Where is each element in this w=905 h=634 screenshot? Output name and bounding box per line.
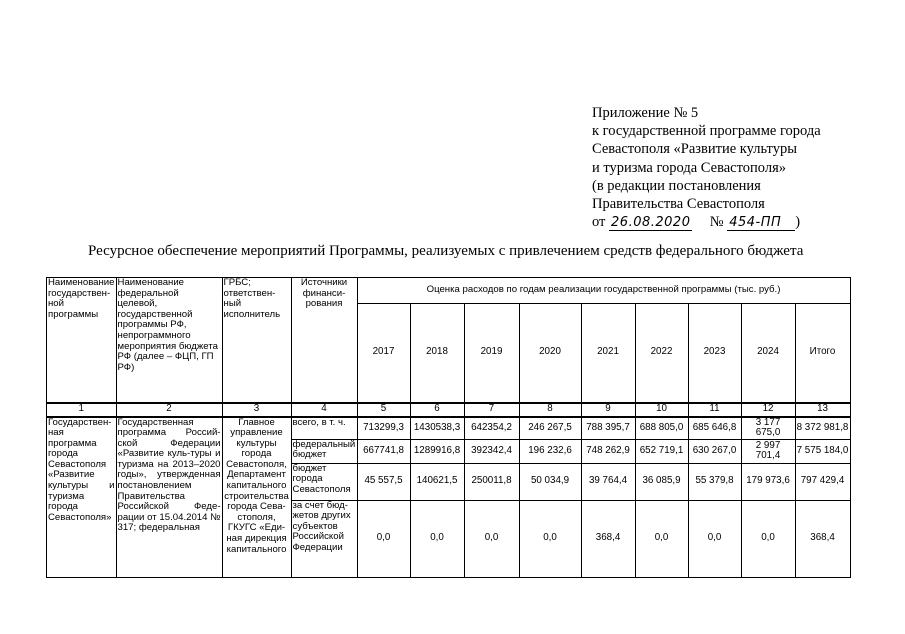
value-cell: 0,0 xyxy=(464,500,519,577)
appendix-line: (в редакции постановления xyxy=(592,177,761,194)
index-cell: 9 xyxy=(581,403,635,417)
year-header: 2018 xyxy=(410,304,464,403)
value-cell: 788 395,7 xyxy=(581,417,635,440)
value-cell: 688 805,0 xyxy=(635,417,688,440)
value-cell: 8 372 981,8 xyxy=(795,417,850,440)
value-cell: 39 764,4 xyxy=(581,463,635,500)
value-cell: 45 557,5 xyxy=(357,463,410,500)
value-cell: 652 719,1 xyxy=(635,439,688,463)
index-cell: 8 xyxy=(519,403,581,417)
value-cell: 36 085,9 xyxy=(635,463,688,500)
appendix-line: и туризма города Севастополя» xyxy=(592,159,786,176)
value-cell: 2 997 701,4 xyxy=(741,439,795,463)
value-cell: 667741,8 xyxy=(357,439,410,463)
value-cell: 0,0 xyxy=(741,500,795,577)
index-cell: 1 xyxy=(47,403,117,417)
value-cell: 392342,4 xyxy=(464,439,519,463)
year-header: 2023 xyxy=(688,304,741,403)
header-sources: Источники финанси-рования xyxy=(291,278,357,403)
year-header: 2022 xyxy=(635,304,688,403)
value-cell: 630 267,0 xyxy=(688,439,741,463)
value-cell: 140621,5 xyxy=(410,463,464,500)
appendix-date-line xyxy=(592,213,821,232)
year-header: 2024 xyxy=(741,304,795,403)
value-cell: 0,0 xyxy=(688,500,741,577)
value-cell: 179 973,6 xyxy=(741,463,795,500)
index-cell: 3 xyxy=(222,403,291,417)
federal-program-cell: Государственная программа Россий-ской Федерации «Развитие куль-туры и туризма на 2013–2020 годы», утвержденная постановлением Правительства Российской Феде-рации от 15.04.2014 № 317; федеральная xyxy=(116,417,222,578)
header-federal: Наименование федеральной целевой, государственной программы РФ, непрограммного мероприятия бюджета РФ (далее – ФЦП, ГП РФ) xyxy=(116,278,222,403)
value-cell: 0,0 xyxy=(357,500,410,577)
value-cell: 748 262,9 xyxy=(581,439,635,463)
value-cell: 1430538,3 xyxy=(410,417,464,440)
source-cell: федеральный бюджет xyxy=(291,439,357,463)
value-cell: 246 267,5 xyxy=(519,417,581,440)
header-program: Наименование государствен-ной программы xyxy=(47,278,117,403)
value-cell: 642354,2 xyxy=(464,417,519,440)
index-cell: 13 xyxy=(795,403,850,417)
year-header: 2017 xyxy=(357,304,410,403)
date-prefix: от xyxy=(592,214,606,231)
appendix-line: Приложение № 5 xyxy=(592,105,699,121)
appendix-block xyxy=(592,104,821,232)
appendix-line: Правительства Севастополя xyxy=(592,196,765,213)
resource-table xyxy=(46,277,851,578)
value-cell: 50 034,9 xyxy=(519,463,581,500)
value-cell: 797 429,4 xyxy=(795,463,850,500)
value-cell: 0,0 xyxy=(519,500,581,577)
year-header: 2020 xyxy=(519,304,581,403)
index-cell: 11 xyxy=(688,403,741,417)
grbs-cell: Главное управление культуры города Севастополя, Департамент капитального строительства города Сева-стополя, ГКУГС «Еди-ная дирекция капитального xyxy=(222,417,291,578)
value-cell: 0,0 xyxy=(635,500,688,577)
handwritten-number: 454-ПП xyxy=(727,215,795,231)
number-prefix: № xyxy=(709,214,724,231)
index-cell: 5 xyxy=(357,403,410,417)
index-cell: 2 xyxy=(116,403,222,417)
appendix-line: к государственной программе города xyxy=(592,123,821,140)
value-cell: 7 575 184,0 xyxy=(795,439,850,463)
value-cell: 0,0 xyxy=(410,500,464,577)
source-cell: всего, в т. ч. xyxy=(291,417,357,440)
index-cell: 12 xyxy=(741,403,795,417)
value-cell: 3 177 675,0 xyxy=(741,417,795,440)
value-cell: 196 232,6 xyxy=(519,439,581,463)
value-cell: 250011,8 xyxy=(464,463,519,500)
value-cell: 368,4 xyxy=(581,500,635,577)
value-cell: 685 646,8 xyxy=(688,417,741,440)
value-cell: 1289916,8 xyxy=(410,439,464,463)
program-name-cell: Государствен-ная программа города Севастополя «Развитие культуры и туризма города Севастополя» xyxy=(47,417,117,578)
value-cell: 55 379,8 xyxy=(688,463,741,500)
appendix-line: Севастополя «Развитие культуры xyxy=(592,141,797,158)
total-header: Итого xyxy=(795,304,850,403)
handwritten-date: 26.08.2020 xyxy=(611,215,691,231)
index-cell: 10 xyxy=(635,403,688,417)
header-estimate: Оценка расходов по годам реализации государственной программы (тыс. руб.) xyxy=(357,278,850,304)
index-cell: 7 xyxy=(464,403,519,417)
value-cell: 713299,3 xyxy=(357,417,410,440)
year-header: 2019 xyxy=(464,304,519,403)
close-paren: ) xyxy=(795,214,801,231)
value-cell: 368,4 xyxy=(795,500,850,577)
year-header: 2021 xyxy=(581,304,635,403)
header-grbs: ГРБС; ответствен-ный исполнитель xyxy=(222,278,291,403)
index-cell: 6 xyxy=(410,403,464,417)
index-cell: 4 xyxy=(291,403,357,417)
source-cell: за счет бюд-жетов других субъектов Российской Федерации xyxy=(291,500,357,577)
document-title: Ресурсное обеспечение мероприятий Программы, реализуемых с привлечением средств федерального бюджета xyxy=(88,243,804,259)
source-cell: бюджет города Севастополя xyxy=(291,463,357,500)
